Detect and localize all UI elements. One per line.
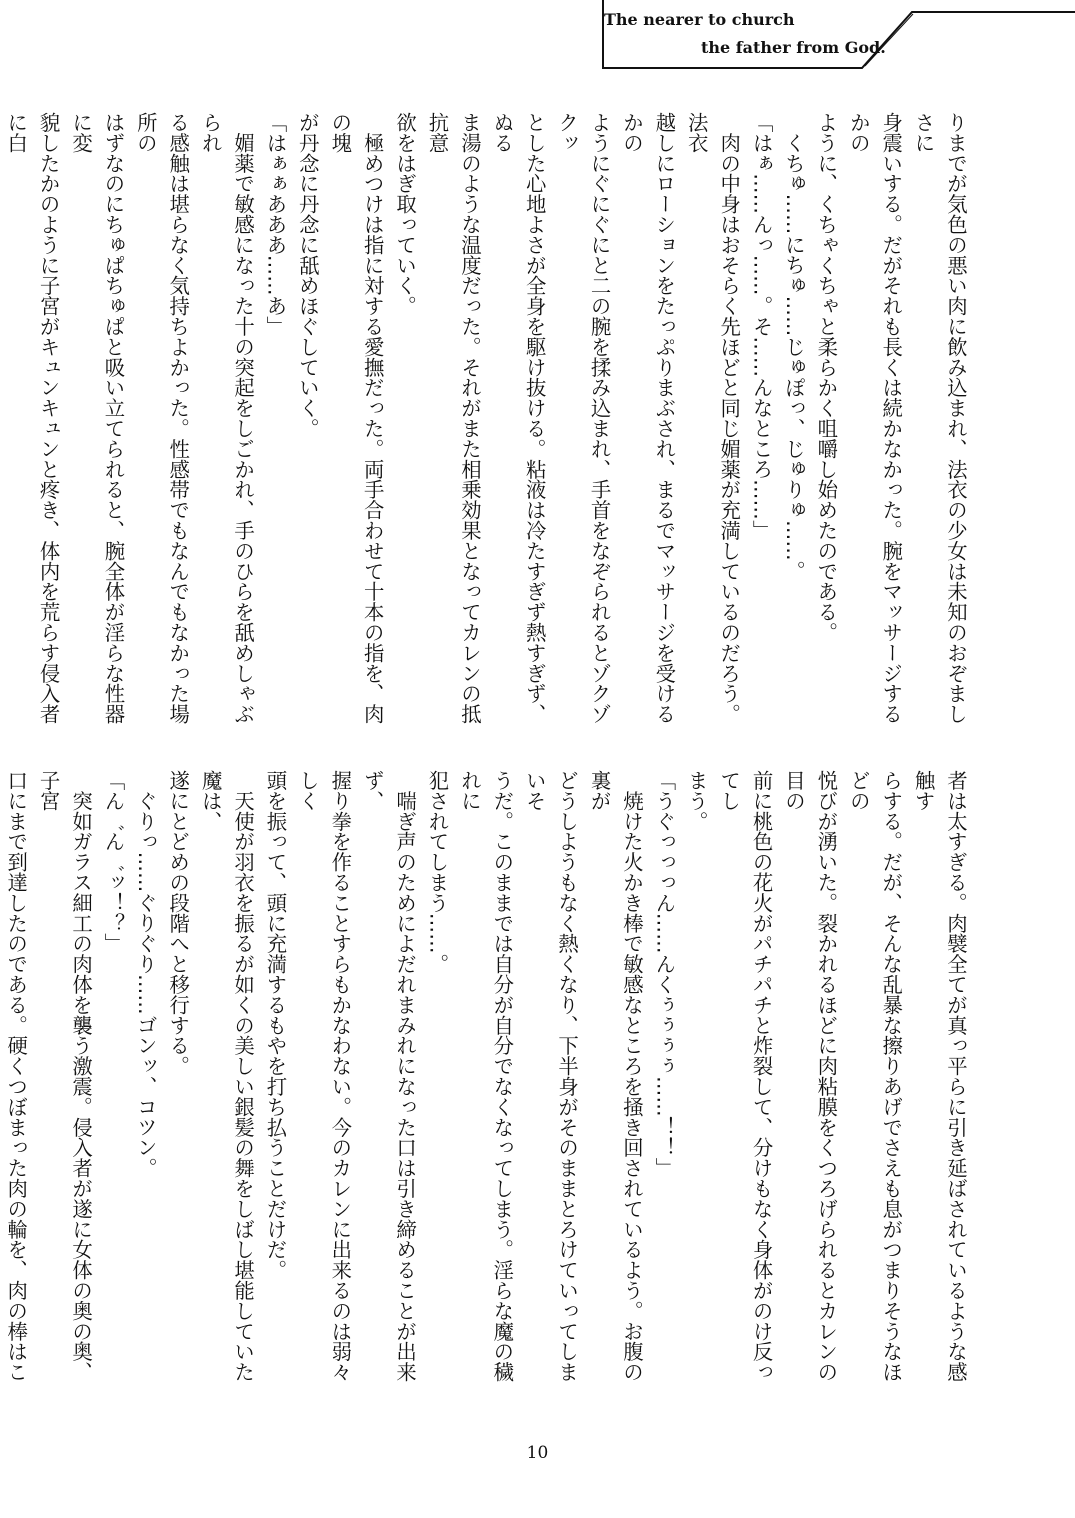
text-line: る感触は堪らなく気持ちよかった。性感帯でもなんでもなかった場所の	[133, 112, 191, 724]
text-line: が丹念に丹念に舐めほぐしていく。	[295, 112, 320, 439]
text-line: とした心地よさが全身を駆け抜ける。粘液は冷たすぎず熱すぎず、ぬる	[490, 112, 547, 724]
text-line: 身震いする。だがそれも長くは続かなかった。腕をマッサージするかの	[846, 112, 904, 724]
text-column-bottom	[4, 770, 972, 1400]
text-line: らする。だが、そんな乱暴な擦りあげでさえも息がつまりそうなほどの	[846, 770, 904, 1382]
text-line: まう。	[684, 770, 709, 832]
text-line: 貌したかのように子宮がキュンキュンと疼き、体内を荒らす侵入者に白	[4, 112, 61, 724]
text-line: 焼けた火かき棒で敏感なところを掻き回されているよう。お腹の裏が	[587, 770, 644, 1382]
text-line: 「はぁ……んっ……。そ……んなところ……」	[749, 112, 774, 541]
text-line: 者は太すぎる。肉襞全てが真っ平らに引き延ばされているような感触す	[911, 770, 968, 1382]
text-line: うだ。このままでは自分が自分でなくなってしまう。淫らな魔の穢れに	[457, 770, 515, 1382]
text-line: 「はぁぁあああ……あ」	[263, 112, 288, 337]
text-line: 天使が羽衣を振るが如くの美しい銀髪の舞をしばし堪能していた魔は、	[198, 770, 256, 1382]
text-line: 喘ぎ声のためによだれまみれになった口は引き締めることが出来ず、	[360, 770, 418, 1382]
text-line: どうしようもなく熱くなり、下半身がそのままとろけていってしまいそ	[522, 770, 580, 1382]
text-line: ように、くちゃくちゃと柔らかく咀嚼し始めたのである。	[814, 112, 839, 643]
text-line: 前に桃色の花火がパチパチと炸裂して、分けもなく身体がのけ反ってし	[717, 770, 774, 1382]
header-title-line2: the father from God.	[701, 38, 886, 57]
header-title-line1: The nearer to church	[604, 10, 795, 29]
text-line: 越しにローションをたっぷりまぶされ、まるでマッサージを受けるかの	[619, 112, 677, 724]
text-line: 遂にとどめの段階へと移行する。	[166, 770, 191, 1076]
text-line: 媚薬で敏感になった十の突起をしごかれ、手のひらを舐めしゃぶられ	[198, 112, 256, 724]
text-line: ま湯のような温度だった。それがまた相乗効果となってカレンの抵抗意	[425, 112, 482, 724]
text-line: 悦びが湧いた。裂かれるほどに肉粘膜をくつろげられるとカレンの目の	[781, 770, 839, 1382]
text-line: 犯されてしまう……。	[425, 770, 450, 974]
text-line: 肉の中身はおそらく先ほどと同じ媚薬が充満しているのだろう。法衣	[684, 112, 742, 724]
text-line: はずなのにちゅぱちゅぱと吸い立てられると、腕全体が淫らな性器に変	[69, 112, 126, 724]
text-line: りまでが気色の悪い肉に飲み込まれ、法衣の少女は未知のおぞましさに	[911, 112, 968, 724]
page-number: 10	[526, 1443, 549, 1463]
text-line: 「ん゛ん゛ッ！？」	[101, 770, 126, 954]
text-line: くちゅ……にちゅ……じゅぽっ、じゅりゅ……。	[781, 112, 806, 582]
text-line: 頭を振って、頭に充満するもやを打ち払うことだけだ。	[263, 770, 288, 1280]
text-line: 握り拳を作ることすらもかなわない。今のカレンに出来るのは弱々しく	[295, 770, 353, 1382]
text-line: 極めつけは指に対する愛撫だった。両手合わせて十本の指を、肉の塊	[328, 112, 385, 724]
text-column-top	[4, 112, 972, 740]
text-line: 突如ガラス細工の肉体を襲う激震。侵入者が遂に女体の奥の奥、子宮	[36, 770, 94, 1382]
text-line: 欲をはぎ取っていく。	[393, 112, 418, 316]
text-line: ようにぐにぐにと二の腕を揉み込まれ、手首をなぞられるとゾクゾクッ	[555, 112, 612, 724]
text-line: 「うぐっっっん……んくぅぅぅぅ……！！」	[652, 770, 677, 1178]
text-line: ぐりっ……ぐりぐり……ゴンッ、コツン。	[133, 770, 158, 1178]
text-line: 口にまで到達したのである。硬くつぼまった肉の輪を、肉の棒はこ	[4, 770, 29, 1382]
